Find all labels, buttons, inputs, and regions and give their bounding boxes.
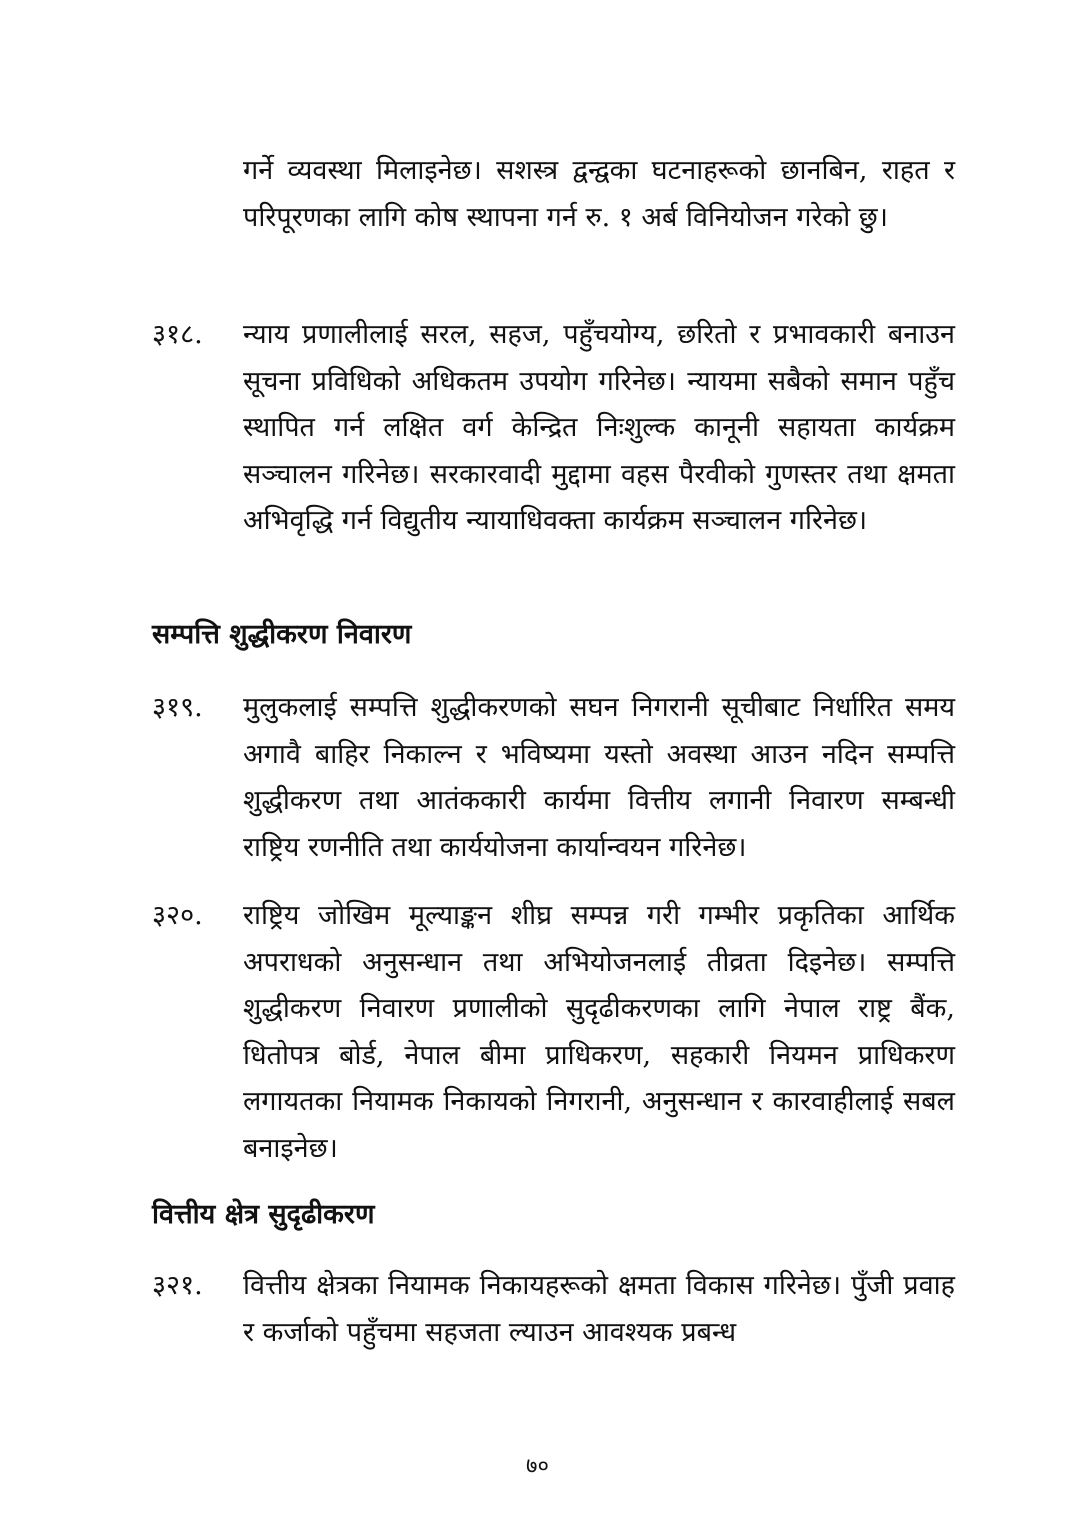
paragraph-number-318: ३१८. xyxy=(152,319,203,350)
paragraph-number-321: ३२१. xyxy=(152,1270,203,1301)
heading-financial-sector-strengthening: वित्तीय क्षेत्र सुदृढीकरण xyxy=(152,1199,375,1230)
paragraph-318: न्याय प्रणालीलाई सरल, सहज, पहुँचयोग्य, छरितो र प्रभावकारी बनाउन सूचना प्रविधिको अधिकतम उपयोग गरिनेछ। न्यायमा सबैको समान पहुँच स्थापित गर्न लक्षित वर्ग केन्द्रित निःशुल्क कानूनी सहायता कार्यक्रम सञ्चालन गरिनेछ। सरकारवादी मुद्दामा वहस पैरवीको गुणस्तर तथा क्षमता अभिवृद्धि गर्न विद्युतीय न्यायाधिवक्ता कार्यक्रम सञ्चालन गरिनेछ। xyxy=(243,319,955,536)
continuation-paragraph: गर्ने व्यवस्था मिलाइनेछ। सशस्त्र द्वन्द्वका घटनाहरूको छानबिन, राहत र परिपूरणका लागि कोष स्थापना गर्न रु. १ अर्ब विनियोजन गरेको छु। xyxy=(243,155,955,233)
heading-money-laundering-prevention: सम्पत्ति शुद्धीकरण निवारण xyxy=(152,619,412,650)
paragraph-319: मुलुकलाई सम्पत्ति शुद्धीकरणको सघन निगरानी सूचीबाट निर्धारित समय अगावै बाहिर निकाल्न र भविष्यमा यस्तो अवस्था आउन नदिन सम्पत्ति शुद्धीकरण तथा आतंककारी कार्यमा वित्तीय लगानी निवारण सम्बन्धी राष्ट्रिय रणनीति तथा कार्ययोजना कार्यान्वयन गरिनेछ। xyxy=(243,692,955,863)
page-number: ७० xyxy=(526,1454,549,1479)
paragraph-320: राष्ट्रिय जोखिम मूल्याङ्कन शीघ्र सम्पन्न गरी गम्भीर प्रकृतिका आर्थिक अपराधको अनुसन्धान तथा अभियोजनलाई तीव्रता दिइनेछ। सम्पत्ति शुद्धीकरण निवारण प्रणालीको सुदृढीकरणका लागि नेपाल राष्ट्र बैंक, धितोपत्र बोर्ड, नेपाल बीमा प्राधिकरण, सहकारी नियमन प्राधिकरण लगायतका नियामक निकायको निगरानी, अनुसन्धान र कारवाहीलाई सबल बनाइनेछ। xyxy=(243,900,955,1164)
paragraph-number-319: ३१९. xyxy=(152,692,203,723)
paragraph-321: वित्तीय क्षेत्रका नियामक निकायहरूको क्षमता विकास गरिनेछ। पुँजी प्रवाह र कर्जाको पहुँचमा सहजता ल्याउन आवश्यक प्रबन्ध xyxy=(243,1270,955,1348)
paragraph-number-320: ३२०. xyxy=(152,900,203,931)
